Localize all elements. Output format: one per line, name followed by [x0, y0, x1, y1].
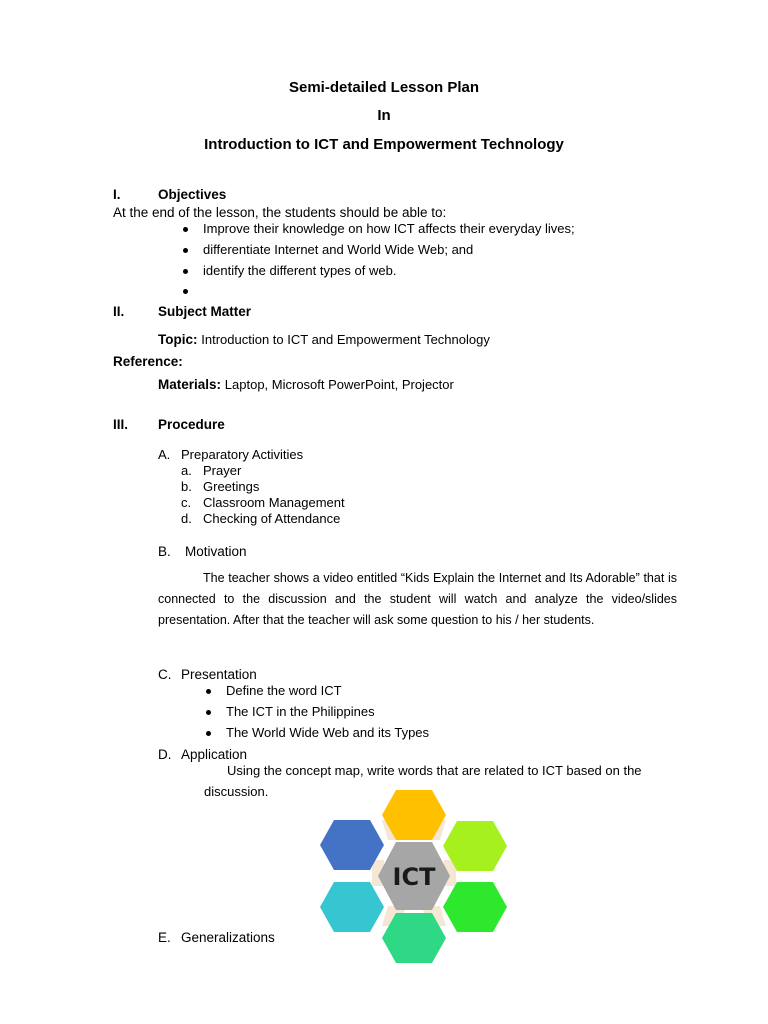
activity-letter: d.: [181, 511, 192, 526]
topic-value: Introduction to ICT and Empowerment Technology: [201, 332, 490, 347]
activity-letter: b.: [181, 479, 192, 494]
materials-line: [158, 377, 454, 392]
motivation-text: The teacher shows a video entitled “Kids Explain the Internet and Its Adorable” that is connected to the discussion and the student will watch and analyze the video/slides presentation. After that the teacher will ask some question to his / her students.: [158, 571, 677, 627]
title-line-3: Introduction to ICT and Empowerment Technology: [204, 136, 564, 153]
activity-item: Greetings: [203, 479, 260, 494]
activity-letter: c.: [181, 495, 192, 510]
hexagon-lower-left: [320, 882, 384, 932]
topic-line: [158, 332, 490, 347]
bullet-icon: [206, 710, 211, 715]
concept-map-center-label: ICT: [392, 863, 436, 891]
bullet-icon: [206, 689, 211, 694]
subject-numeral: II.: [113, 304, 125, 319]
section-b-letter: B.: [158, 544, 171, 559]
section-a-label: Preparatory Activities: [181, 447, 304, 462]
objective-item: differentiate Internet and World Wide Web; and: [203, 242, 474, 257]
bullet-icon: [206, 731, 211, 736]
objectives-heading: Objectives: [158, 187, 227, 202]
presentation-item: Define the word ICT: [226, 683, 342, 698]
application-line-2: discussion.: [204, 784, 269, 799]
section-e-letter: E.: [158, 930, 171, 945]
activity-letter: a.: [181, 463, 192, 478]
section-d-label: Application: [181, 747, 248, 762]
title-line-2: In: [377, 107, 391, 124]
ict-concept-map: [310, 780, 520, 970]
activity-item: Prayer: [203, 463, 242, 478]
reference-label: Reference:: [113, 354, 183, 369]
section-e-label: Generalizations: [181, 930, 275, 945]
subject-heading: Subject Matter: [158, 304, 252, 319]
presentation-item: The World Wide Web and its Types: [226, 725, 430, 740]
objective-item: identify the different types of web.: [203, 263, 397, 278]
bullet-icon: [183, 269, 188, 274]
objectives-numeral: I.: [113, 187, 121, 202]
materials-label: Materials:: [158, 377, 222, 392]
section-c-label: Presentation: [181, 667, 257, 682]
presentation-item: The ICT in the Philippines: [226, 704, 375, 719]
bullet-icon: [183, 289, 188, 294]
bullet-icon: [183, 248, 188, 253]
activity-item: Checking of Attendance: [203, 511, 341, 526]
section-d-letter: D.: [158, 747, 172, 762]
objectives-intro: At the end of the lesson, the students should be able to:: [113, 205, 447, 220]
motivation-paragraph: [158, 568, 677, 631]
section-c-letter: C.: [158, 667, 172, 682]
title-line-1: Semi-detailed Lesson Plan: [288, 79, 480, 96]
hexagon-lower-right: [443, 882, 507, 932]
procedure-numeral: III.: [113, 417, 129, 432]
section-b-label: Motivation: [185, 544, 247, 559]
application-line-1: Using the concept map, write words that are related to ICT based on the: [227, 763, 642, 778]
activity-item: Classroom Management: [203, 495, 345, 510]
objective-item: Improve their knowledge on how ICT affects their everyday lives;: [203, 221, 575, 236]
topic-label: Topic:: [158, 332, 198, 347]
procedure-heading: Procedure: [158, 417, 225, 432]
section-a-letter: A.: [158, 447, 171, 462]
materials-value: Laptop, Microsoft PowerPoint, Projector: [224, 377, 454, 392]
bullet-icon: [183, 227, 188, 232]
